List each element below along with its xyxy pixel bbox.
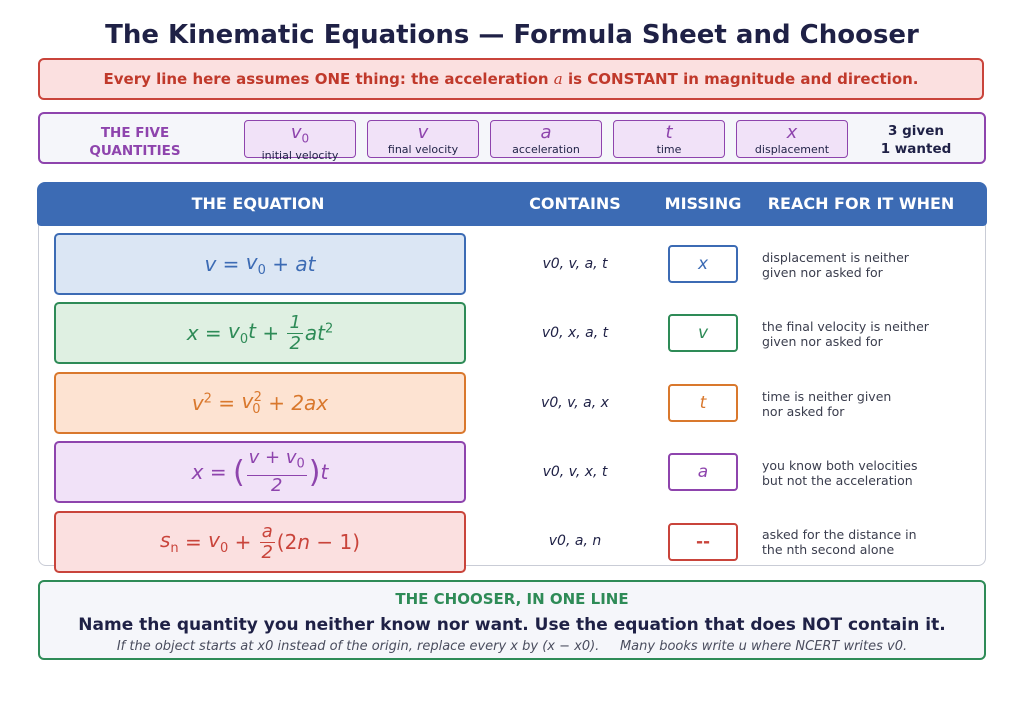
chooser-title: THE CHOOSER, IN ONE LINE: [395, 590, 629, 608]
reach-cell: you know both velocities but not the acceleration: [762, 458, 918, 488]
missing-badge: a: [668, 453, 738, 491]
quantities-bar: [38, 112, 986, 164]
quantity-name: initial velocity: [261, 148, 339, 162]
contains-cell: v0, v, x, t: [542, 464, 608, 480]
quantity-final-velocity: [367, 120, 479, 158]
equation-v-equals-v0-plus-at: v = $v_0$ + at: [204, 250, 316, 278]
assumption-symbol: a: [553, 70, 563, 88]
quantity-symbol: t: [665, 122, 673, 143]
chooser-box: [38, 580, 986, 660]
header-equation: THE EQUATION: [191, 194, 325, 213]
contains-cell: v0, v, a, x: [541, 395, 609, 411]
page-title: The Kinematic Equations — Formula Sheet and Chooser: [105, 20, 919, 50]
quantity-symbol: $v_0$: [290, 122, 310, 146]
missing-badge: --: [668, 523, 738, 561]
reach-cell: the final velocity is neither given nor asked for: [762, 319, 929, 349]
quantity-acceleration: [490, 120, 602, 158]
quantity-symbol: v: [417, 122, 429, 143]
contains-cell: v0, x, a, t: [541, 325, 609, 341]
equation-v2-equals-v0-2-plus-2ax: $v^2$ = $v_0$ 2 + 2ax: [191, 389, 329, 417]
chooser-rule: Name the quantity you neither know nor want. Use the equation that does NOT contain it.: [78, 615, 946, 635]
assumption-banner: [38, 58, 984, 100]
reach-cell: displacement is neither given nor asked for: [762, 250, 909, 280]
quantity-name: displacement: [754, 143, 830, 156]
chooser-note: If the object starts at x0 instead of the origin, replace every x by (x − x0). Many books write u where NCERT writes v0.: [116, 639, 908, 654]
quantity-name: time: [656, 143, 682, 156]
quantity-time: [613, 120, 725, 158]
equation-x-equals-average-velocity-times-t: x = ( $\frac{v + v_0}{2}$ ) t: [191, 447, 329, 496]
quantity-symbol: x: [786, 122, 798, 143]
contains-cell: v0, a, n: [548, 533, 602, 549]
quantity-initial-velocity: [244, 120, 356, 162]
header-contains: CONTAINS: [529, 194, 621, 213]
contains-cell: v0, v, a, t: [542, 256, 608, 272]
equation-x-equals-v0t-plus-half-at2: x = $v_0t$ + $\frac{1}{2}$ $at^2$: [186, 311, 334, 354]
missing-badge: x: [668, 245, 738, 283]
assumption-text-pre: Every line here assumes ONE thing: the acceleration: [103, 70, 554, 88]
header-reach: REACH FOR IT WHEN: [767, 194, 955, 213]
quantity-name: final velocity: [387, 143, 459, 156]
quantities-label: THE FIVE QUANTITIES: [89, 125, 181, 159]
reach-cell: asked for the distance in the nth second alone: [762, 527, 917, 557]
missing-badge: t: [668, 384, 738, 422]
assumption-text-post: is CONSTANT in magnitude and direction.: [562, 70, 919, 88]
table-header: [37, 182, 987, 226]
quantity-symbol: a: [540, 122, 552, 143]
header-missing: MISSING: [664, 194, 742, 213]
given-wanted-count: 3 given 1 wanted: [880, 123, 952, 157]
reach-cell: time is neither given nor asked for: [762, 389, 892, 419]
missing-badge: v: [668, 314, 738, 352]
quantity-displacement: [736, 120, 848, 158]
quantity-name: acceleration: [512, 143, 580, 156]
equation-nth-second-displacement: $s_n$ = $v_0$ + $\frac{a}{2}$ (2 n − 1): [159, 520, 360, 563]
